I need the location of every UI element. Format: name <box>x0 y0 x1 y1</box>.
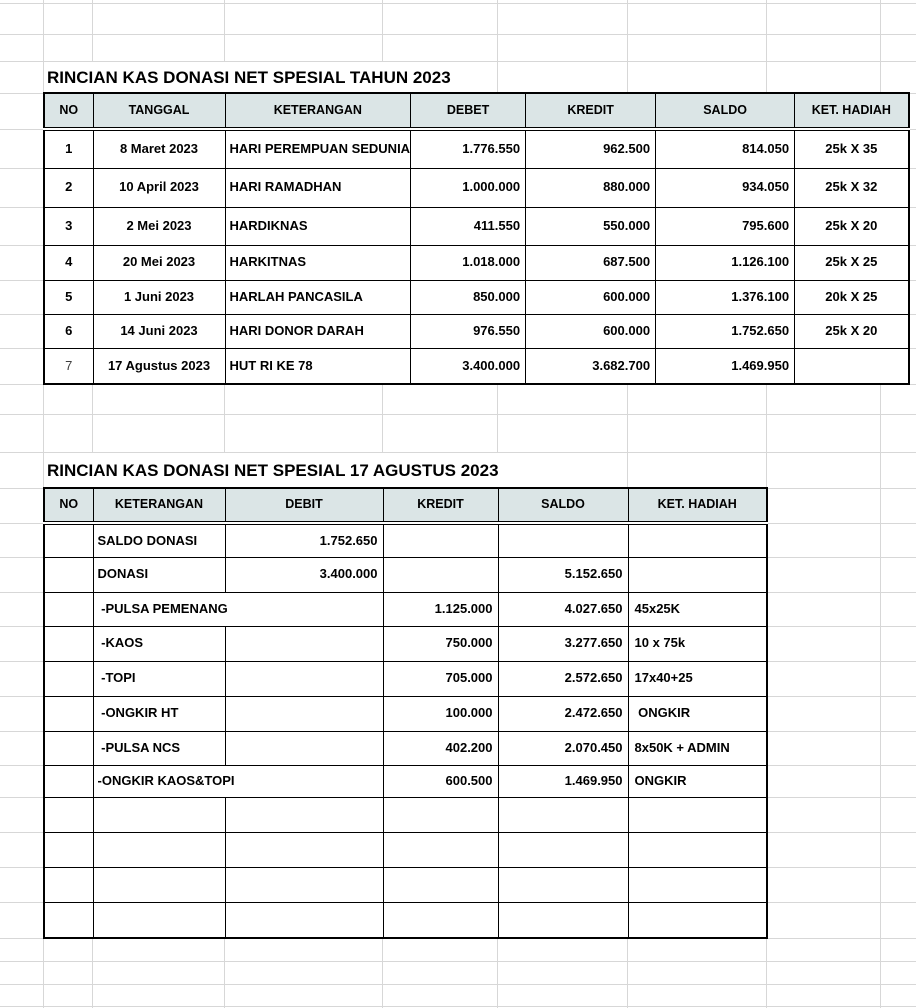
cell: 1.752.650 <box>656 314 795 348</box>
table-row <box>44 902 767 938</box>
cell: 3.400.000 <box>225 557 383 592</box>
cell: 2 <box>44 168 93 207</box>
cell: 550.000 <box>526 207 656 245</box>
cell: 2.472.650 <box>498 696 628 731</box>
cell <box>44 867 93 902</box>
cell <box>44 731 93 765</box>
cell: ONGKIR <box>628 765 767 797</box>
cell <box>383 867 498 902</box>
cell: 100.000 <box>383 696 498 731</box>
cell: 1 Juni 2023 <box>93 280 225 314</box>
cell: 600.500 <box>383 765 498 797</box>
cell <box>383 523 498 557</box>
cell <box>44 832 93 867</box>
cell: HARLAH PANCASILA <box>225 280 411 314</box>
cell <box>383 832 498 867</box>
cell <box>383 902 498 938</box>
cell: 5.152.650 <box>498 557 628 592</box>
column-header: TANGGAL <box>93 93 225 129</box>
gridline-horizontal <box>0 3 916 4</box>
cell: 962.500 <box>526 129 656 168</box>
column-header: NO <box>44 488 93 523</box>
column-header: SALDO <box>498 488 628 523</box>
cell <box>628 557 767 592</box>
cell: ONGKIR <box>628 696 767 731</box>
cell <box>498 902 628 938</box>
cell: 880.000 <box>526 168 656 207</box>
table-row <box>44 765 767 797</box>
cell <box>44 902 93 938</box>
table-row <box>44 207 909 245</box>
cell: 6 <box>44 314 93 348</box>
cell: -PULSA NCS <box>93 731 225 765</box>
cell <box>44 557 93 592</box>
cell: 7 <box>44 348 93 384</box>
column-header: KETERANGAN <box>93 488 225 523</box>
cell: 411.550 <box>411 207 526 245</box>
cell: 1.125.000 <box>383 592 498 626</box>
table-row <box>44 867 767 902</box>
table-row <box>44 557 767 592</box>
table1-title: RINCIAN KAS DONASI NET SPESIAL TAHUN 2023 <box>46 62 459 93</box>
table-row <box>44 168 909 207</box>
cell: HARKITNAS <box>225 245 411 280</box>
gridline-horizontal <box>0 984 916 985</box>
cell: 25k X 20 <box>795 207 909 245</box>
cell: 3.277.650 <box>498 626 628 661</box>
cell: 1.376.100 <box>656 280 795 314</box>
cell: 17x40+25 <box>628 661 767 696</box>
cell: HARI DONOR DARAH <box>225 314 411 348</box>
cell <box>498 797 628 832</box>
cell <box>93 867 225 902</box>
cell: 600.000 <box>526 280 656 314</box>
table-row <box>44 592 767 626</box>
cell: 17 Agustus 2023 <box>93 348 225 384</box>
table-row <box>44 129 909 168</box>
cell: 934.050 <box>656 168 795 207</box>
cell: SALDO DONASI <box>93 523 225 557</box>
column-header: KET. HADIAH <box>795 93 909 129</box>
cell <box>44 797 93 832</box>
cell <box>498 523 628 557</box>
cell <box>44 765 93 797</box>
cell: 10 x 75k <box>628 626 767 661</box>
table-row <box>44 626 767 661</box>
cell <box>225 902 383 938</box>
cell: 2 Mei 2023 <box>93 207 225 245</box>
gridline-horizontal <box>0 34 916 35</box>
cell: -ONGKIR KAOS&TOPI <box>93 765 383 797</box>
cell: 25k X 35 <box>795 129 909 168</box>
table2-title: RINCIAN KAS DONASI NET SPESIAL 17 AGUSTUS 2023 <box>46 453 507 488</box>
cell: 814.050 <box>656 129 795 168</box>
cell: 8 Maret 2023 <box>93 129 225 168</box>
cell <box>498 832 628 867</box>
cell: 1.126.100 <box>656 245 795 280</box>
cell <box>44 626 93 661</box>
cell <box>628 902 767 938</box>
cell <box>225 626 383 661</box>
cell: 705.000 <box>383 661 498 696</box>
cell <box>628 832 767 867</box>
cell: 25k X 32 <box>795 168 909 207</box>
cell: HARDIKNAS <box>225 207 411 245</box>
column-header: KETERANGAN <box>225 93 411 129</box>
cell: 687.500 <box>526 245 656 280</box>
cell: 1 <box>44 129 93 168</box>
cell: 795.600 <box>656 207 795 245</box>
cell: 2.070.450 <box>498 731 628 765</box>
cell: 3 <box>44 207 93 245</box>
column-header: SALDO <box>656 93 795 129</box>
gridline-horizontal <box>0 961 916 962</box>
table-row <box>44 280 909 314</box>
table-row <box>44 731 767 765</box>
cell <box>225 661 383 696</box>
cell: 3.682.700 <box>526 348 656 384</box>
cell: 20 Mei 2023 <box>93 245 225 280</box>
cell: HARI RAMADHAN <box>225 168 411 207</box>
cell <box>225 731 383 765</box>
cell: 8x50K + ADMIN <box>628 731 767 765</box>
cell <box>44 523 93 557</box>
cell <box>225 696 383 731</box>
cell: 25k X 25 <box>795 245 909 280</box>
table-row <box>44 314 909 348</box>
cell <box>44 592 93 626</box>
cell: 14 Juni 2023 <box>93 314 225 348</box>
cell: 402.200 <box>383 731 498 765</box>
cell: -ONGKIR HT <box>93 696 225 731</box>
cell: 4.027.650 <box>498 592 628 626</box>
table-row <box>44 661 767 696</box>
cell: 1.776.550 <box>411 129 526 168</box>
cell: 1.000.000 <box>411 168 526 207</box>
cell: 750.000 <box>383 626 498 661</box>
cell: -PULSA PEMENANG <box>93 592 383 626</box>
cell: HUT RI KE 78 <box>225 348 411 384</box>
column-header: KREDIT <box>383 488 498 523</box>
column-header: DEBET <box>411 93 526 129</box>
cell: 25k X 20 <box>795 314 909 348</box>
cell <box>93 797 225 832</box>
cell: 1.752.650 <box>225 523 383 557</box>
cell: 10 April 2023 <box>93 168 225 207</box>
cell: 5 <box>44 280 93 314</box>
donation-agustus-detail-table <box>43 487 768 939</box>
cell: 2.572.650 <box>498 661 628 696</box>
cell: 1.018.000 <box>411 245 526 280</box>
gridline-horizontal <box>0 414 916 415</box>
table-row <box>44 832 767 867</box>
cell: 1.469.950 <box>656 348 795 384</box>
cell: 1.469.950 <box>498 765 628 797</box>
cell <box>225 867 383 902</box>
table-row <box>44 245 909 280</box>
cell <box>795 348 909 384</box>
cell: 976.550 <box>411 314 526 348</box>
cell: 3.400.000 <box>411 348 526 384</box>
cell <box>628 797 767 832</box>
cell <box>44 661 93 696</box>
donation-yearly-table <box>43 92 910 385</box>
cell: DONASI <box>93 557 225 592</box>
column-header: DEBIT <box>225 488 383 523</box>
cell <box>225 797 383 832</box>
cell: -TOPI <box>93 661 225 696</box>
gridline-horizontal <box>0 1006 916 1007</box>
table-row <box>44 696 767 731</box>
column-header: KREDIT <box>526 93 656 129</box>
cell: 4 <box>44 245 93 280</box>
cell <box>225 832 383 867</box>
cell: HARI PEREMPUAN SEDUNIA <box>225 129 411 168</box>
cell <box>93 832 225 867</box>
cell <box>383 797 498 832</box>
cell <box>44 696 93 731</box>
cell <box>628 523 767 557</box>
table-row <box>44 348 909 384</box>
table-row <box>44 523 767 557</box>
cell <box>383 557 498 592</box>
table-row <box>44 797 767 832</box>
cell <box>498 867 628 902</box>
cell: 45x25K <box>628 592 767 626</box>
cell: 20k X 25 <box>795 280 909 314</box>
cell <box>93 902 225 938</box>
cell <box>628 867 767 902</box>
cell: -KAOS <box>93 626 225 661</box>
cell: 600.000 <box>526 314 656 348</box>
column-header: KET. HADIAH <box>628 488 767 523</box>
cell: 850.000 <box>411 280 526 314</box>
column-header: NO <box>44 93 93 129</box>
